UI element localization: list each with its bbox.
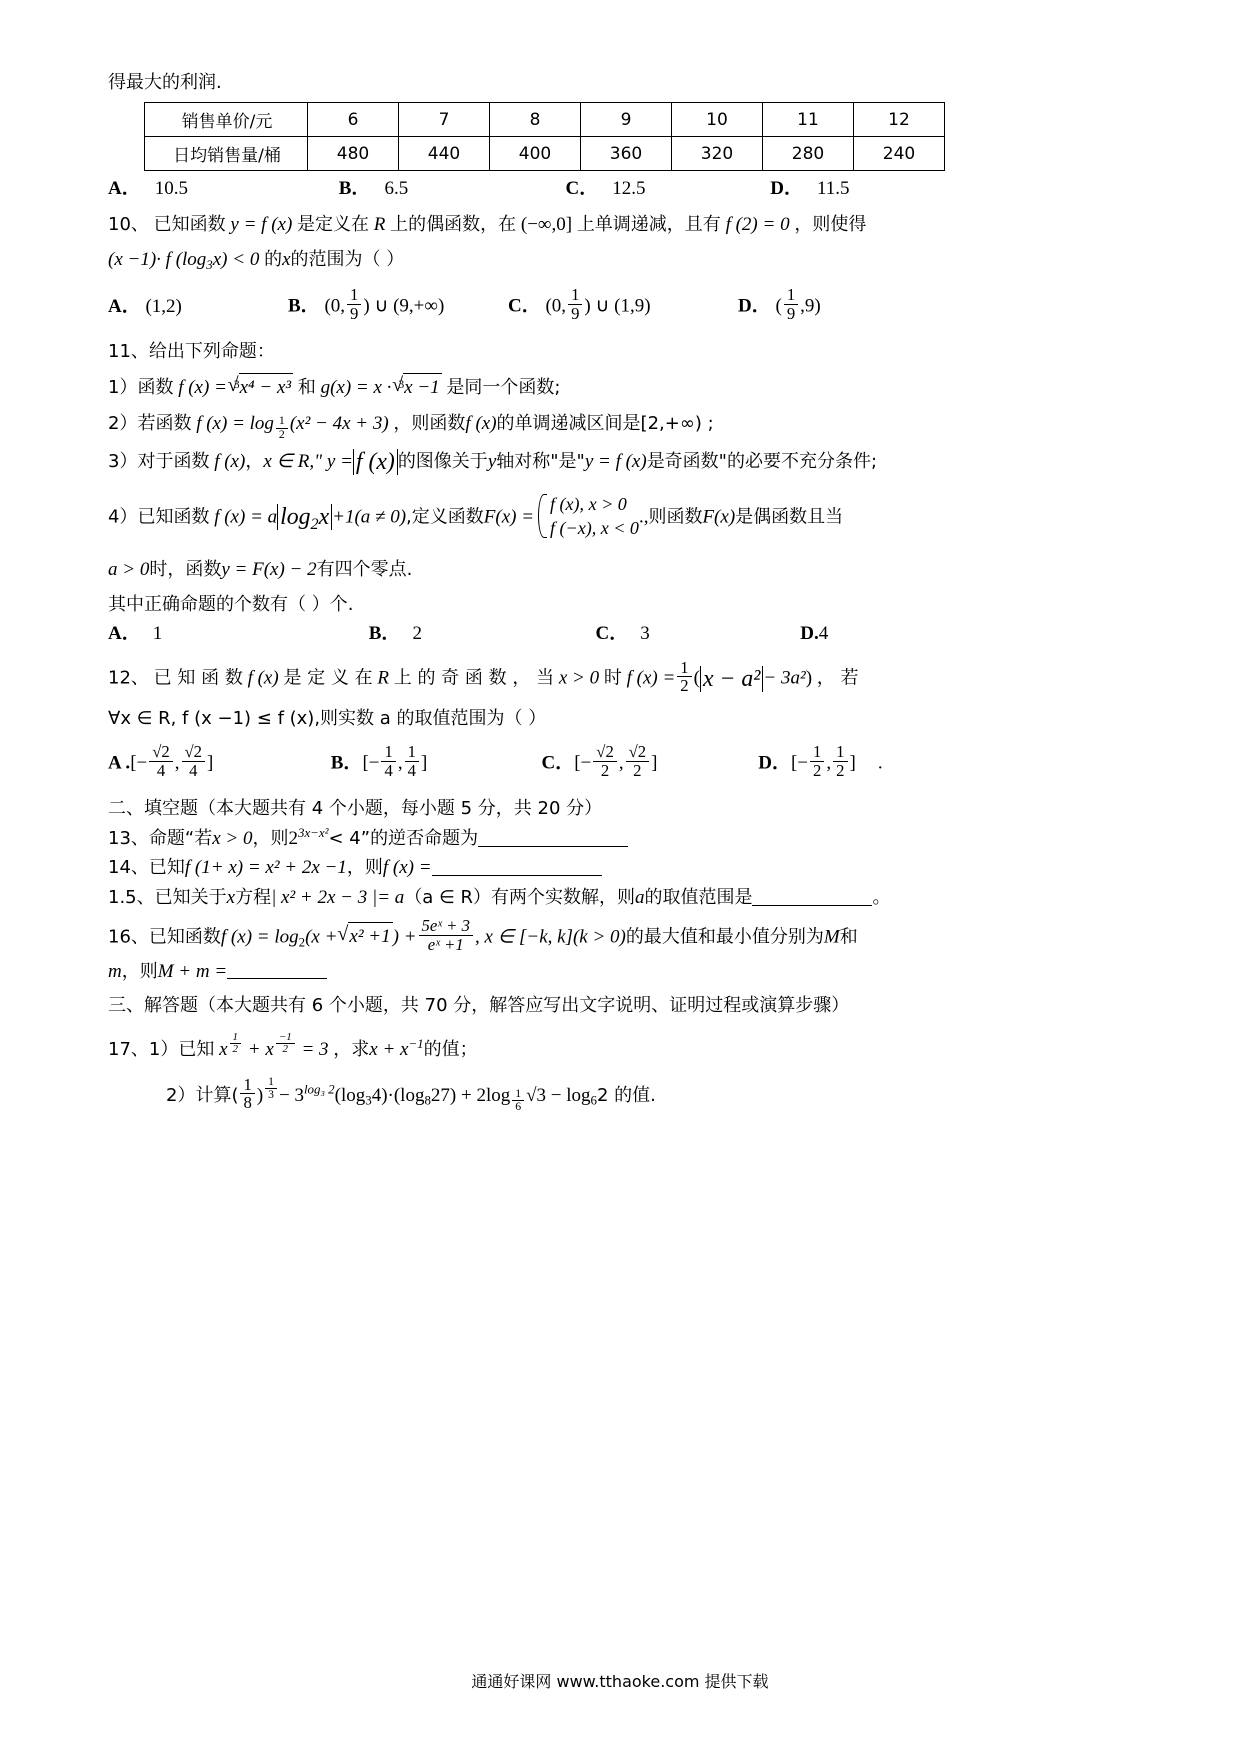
item-no: 1）	[108, 376, 138, 398]
q11-stem	[108, 339, 1133, 365]
q16-expr-body: (x +	[305, 925, 338, 947]
item-post: 是同一个函数;	[446, 376, 561, 398]
q14-pre: 已知	[148, 857, 185, 879]
q16-pre: 已知函数	[148, 925, 221, 947]
item-expr-head: f (x) = log	[196, 412, 274, 434]
q16-mid: ，则	[121, 960, 158, 982]
fraction: $\frac{1}{9}$	[568, 286, 582, 322]
q16-log-base: 2	[298, 933, 306, 949]
q15-tail: 的取值范围是	[644, 886, 753, 908]
q10-expr2: x) < 0	[212, 249, 260, 271]
q9-option-label: A．	[108, 178, 141, 200]
item-axis: y	[487, 451, 497, 473]
q9-option-label: C．	[565, 178, 599, 200]
fraction: $\frac{1}{2}$	[810, 743, 824, 779]
q12-text-b: 是 定 义 在	[283, 667, 373, 689]
q15-a: a	[634, 886, 645, 908]
q12-option-label: D．	[758, 752, 791, 774]
q11-options	[108, 620, 1133, 648]
q15-pre: 已知关于	[154, 886, 227, 908]
fraction: $\frac{√2}{2}$	[593, 743, 617, 779]
item-post: 则函数	[648, 506, 703, 528]
q17-part2-mid: )	[256, 1084, 264, 1106]
q11-item-2	[108, 410, 1133, 441]
fraction: $\frac{1}{9}$	[784, 286, 798, 322]
item-mid: ，则函数	[393, 412, 466, 434]
q10-option-pre: (	[775, 295, 782, 317]
q13-tail: < 4”的逆否命题为	[328, 827, 479, 849]
q17-part2-body2: (log	[334, 1084, 366, 1106]
q16-expr-tail: , x ∈ [−k, k](k > 0)	[475, 925, 626, 947]
q16-line1	[108, 916, 1133, 956]
q11-tail: 其中正确命题的个数有（ ）个.	[108, 593, 354, 615]
log-base-fraction: $\frac{1}{2}$	[276, 415, 288, 441]
table-row	[145, 137, 945, 171]
volume-cell: 440	[399, 137, 490, 171]
item-mid3: 轴对称"是"	[496, 451, 585, 473]
fraction: $\frac{√2}{4}$	[149, 743, 173, 779]
case-tail: .,	[638, 506, 649, 528]
q10-text-d: 上单调递减，且有	[576, 213, 721, 235]
q10-option-label: C．	[508, 295, 541, 317]
item-expr-tail: (x² − 4x + 3)	[289, 412, 389, 434]
q17-part2-sup: log₃ 2	[303, 1081, 335, 1097]
q16-expr-mid: ) +	[392, 925, 417, 947]
item-fname: f (x)	[214, 451, 246, 473]
item-expr-def: ,定义函数	[406, 506, 484, 528]
q16-post: 的最大值和最小值分别为	[625, 925, 824, 947]
q14-fname: f (x) =	[382, 857, 432, 879]
item-no: 4）	[108, 506, 138, 528]
q11-option-label: A．	[108, 622, 141, 644]
q17-part2-body5: √3 − log	[526, 1084, 591, 1106]
radical: √ x² +1	[337, 922, 392, 951]
piecewise-cases: f (x), x > 0 f (−x), x < 0	[534, 492, 639, 541]
opt-post: ]	[651, 752, 658, 774]
q11-option-text: 4	[818, 622, 829, 644]
q10-domain: R	[373, 213, 386, 235]
item-pre: 函数	[137, 376, 174, 398]
q16-expr-head: f (x) = log	[220, 925, 299, 947]
q11-option-label: C．	[595, 622, 629, 644]
item-cond: x ∈ R," y =	[263, 451, 353, 473]
item-g: g(x) = x ·	[320, 376, 392, 398]
q16-M: M	[823, 925, 840, 947]
q11-option-text: 1	[152, 622, 163, 644]
root-index: 3	[233, 378, 240, 391]
volume-cell: 240	[854, 137, 945, 171]
log-base-fraction: $\frac{1}{6}$	[512, 1088, 524, 1114]
q12-line1: 12、 已 知 函 数 f (x) 是 定 义 在 R 上 的 奇 函 数 ， 当 x > 0 时 f (x) = $\frac{1}{2}$ ( x − a² − 3a²) ， 若	[108, 657, 859, 696]
q17-part2-body6: 2 的值.	[597, 1084, 656, 1106]
q12-text-a: 已 知 函 数	[153, 667, 243, 689]
q14-no: 14、	[108, 857, 149, 879]
fraction: $\frac{√2}{4}$	[182, 743, 206, 779]
opt-pre: [−	[362, 752, 380, 774]
volume-cell: 320	[672, 137, 763, 171]
q14	[108, 854, 1133, 882]
top-text: 得最大的利润.	[108, 72, 222, 93]
q13-v: x > 0	[212, 827, 253, 849]
fraction: $\frac{√2}{2}$	[626, 743, 650, 779]
q13-blank[interactable]	[478, 827, 628, 847]
q15-expr: | x² + 2x − 3 |= a	[271, 886, 405, 908]
item-mid2: 的图像关于	[397, 451, 488, 473]
q12-text-e: ， 若	[816, 667, 859, 689]
q12-text-d: 时	[603, 667, 622, 689]
document-content	[108, 70, 1133, 1116]
q15-mid2: 有两个实数解，则	[490, 886, 635, 908]
price-cell: 11	[763, 103, 854, 137]
q10-option-label: A．	[108, 296, 141, 318]
root-index: 3	[398, 378, 405, 391]
q13-mid: ，则	[252, 827, 289, 849]
q10-text-g: 的范围为（ ）	[290, 249, 405, 271]
opt-tail: .	[877, 752, 883, 774]
q11-item-4	[108, 494, 1133, 543]
q10-text-f: 的	[264, 249, 283, 271]
opt-pre: [−	[574, 752, 592, 774]
price-cell: 6	[308, 103, 399, 137]
q13-expr: 2	[288, 827, 298, 849]
radical: √ x −1	[392, 373, 442, 402]
row-header-price: 销售单价/元	[145, 103, 308, 137]
opt-post: ]	[207, 752, 214, 774]
row-header-volume: 日均销售量/桶	[145, 137, 308, 171]
q10-expr-sub: 3	[206, 257, 213, 273]
item-pre: 对于函数	[137, 451, 210, 473]
fraction: $\frac{1}{4}$	[405, 743, 419, 779]
price-cell: 9	[581, 103, 672, 137]
q16-expr2: M + m =	[157, 960, 228, 982]
q12-line2: ∀x ∈ R, f (x −1) ≤ f (x),则实数 a 的取值范围为（ ）	[108, 707, 547, 729]
q11-option-text: 2	[412, 622, 422, 644]
q15-period: 。	[872, 886, 891, 908]
q10-options	[108, 285, 1133, 325]
q10-interval: (−∞,0]	[520, 213, 573, 235]
q12-expr-tail: − 3a²	[763, 667, 806, 689]
item-f: f (x) =	[178, 376, 227, 398]
q16-line2	[108, 958, 1133, 986]
q10-text-e: ，则使得	[794, 213, 867, 235]
volume-cell: 400	[490, 137, 581, 171]
q12-options	[108, 742, 1133, 782]
q9-option-text: 12.5	[612, 178, 646, 200]
q16-m: m	[108, 960, 122, 982]
q17-part1-mid: ，求	[333, 1039, 370, 1061]
q17-sub4: 6	[590, 1092, 597, 1108]
item-post: 的单调递减区间是[2,+∞) ;	[496, 412, 714, 434]
q12-domain: R	[377, 667, 389, 689]
q13	[108, 824, 1133, 853]
item-mid1: ，	[245, 451, 264, 473]
q10-option-text: (1,2)	[145, 296, 182, 318]
item-fname: f (x)	[465, 412, 497, 434]
section3-title: 三、解答题（本大题共有 6 个小题，共 70 分，解答应写出文字说明、证明过程或演算步骤）	[108, 995, 850, 1017]
section2-title: 二、填空题（本大题共有 4 个小题，每小题 5 分，共 20 分）	[108, 797, 603, 819]
q11-stem-text: 给出下列命题：	[148, 340, 275, 362]
q10-option-pre: (0,	[324, 295, 346, 317]
q17-part2-body3: 4)·(log	[371, 1084, 425, 1106]
q10-option-label: B．	[288, 295, 320, 317]
footer-text: 通通好课网 www.tthaoke.com 提供下载	[471, 1672, 769, 1691]
q10-line1	[108, 211, 1133, 239]
q9-option-label: D．	[770, 178, 803, 200]
fraction: $\frac{1}{2}$	[833, 743, 847, 779]
q10-text-a: 已知函数	[153, 213, 226, 235]
fraction: $\frac{1}{8}$	[240, 1076, 254, 1112]
q10-number: 10、	[108, 213, 149, 235]
item-Fname2: F(x)	[702, 506, 736, 528]
q10-fx: y = f (x)	[230, 213, 293, 235]
q10-text-b: 是定义在	[297, 213, 370, 235]
q11-option-label: D.	[800, 622, 819, 644]
q10-option-label: D．	[738, 295, 771, 317]
q11-option-label: B．	[368, 622, 401, 644]
q10-line2	[108, 246, 1133, 275]
q16-and: 和	[839, 925, 858, 947]
q15-blank[interactable]	[752, 886, 872, 906]
volume-cell: 360	[581, 137, 672, 171]
q17-no: 17、	[108, 1039, 149, 1061]
q10-option-pre: (0,	[545, 295, 567, 317]
volume-cell: 480	[308, 137, 399, 171]
volume-cell: 280	[763, 137, 854, 171]
item-text: 时，函数	[149, 559, 222, 581]
q11-item-4-line2	[108, 556, 1133, 584]
q17-part2-body: − 3	[278, 1084, 304, 1106]
q17-part1	[108, 1030, 1133, 1064]
q11-option-text: 3	[640, 622, 650, 644]
q9-option-label: B．	[338, 178, 371, 200]
opt-post: ]	[420, 752, 428, 774]
q12-option-label: C．	[541, 752, 575, 774]
q10-option-post: ,9)	[800, 295, 821, 317]
item-expr2: y = f (x)	[584, 451, 647, 473]
item-text2: 有四个零点.	[316, 559, 413, 581]
exponent-fraction: 1 3	[265, 1076, 277, 1101]
q12-expr-head: f (x) =	[626, 667, 676, 689]
sales-table	[144, 102, 945, 171]
q17-part2-body4: 27) + 2log	[430, 1084, 511, 1106]
item-expr3: y = F(x) − 2	[221, 559, 317, 581]
q17-part1-tail: 的值；	[423, 1039, 478, 1061]
price-cell: 12	[854, 103, 945, 137]
q12-option-label: B．	[330, 752, 363, 774]
q13-pre: 命题“若	[148, 827, 213, 849]
fraction: $\frac{1}{9}$	[347, 286, 361, 322]
item-no: 2）	[108, 412, 138, 434]
q17-sub2: 8	[424, 1092, 431, 1108]
q16-blank[interactable]	[227, 959, 327, 979]
q14-mid: ，则	[346, 857, 383, 879]
opt-mid: ,	[174, 752, 180, 774]
q9-options	[108, 175, 1133, 203]
item-no: 3）	[108, 451, 138, 473]
q9-option-text: 10.5	[154, 178, 188, 200]
opt-pre: [−	[130, 752, 148, 774]
item-post2: 是偶函数且当	[735, 506, 844, 528]
item-cond2: a > 0	[108, 559, 150, 581]
q17-part1-no: 1）	[148, 1039, 179, 1061]
item-expr-head: f (x) = a	[214, 506, 278, 528]
opt-post: ]	[849, 752, 856, 774]
q15-v: x	[226, 886, 236, 908]
item-post: 是奇函数"的必要不充分条件;	[646, 451, 878, 473]
q12-cond: x > 0	[558, 667, 600, 689]
item-pre: 已知函数	[137, 506, 210, 528]
q14-expr: f (1+ x) = x² + 2x −1	[184, 857, 347, 879]
q12-number: 12、	[108, 667, 149, 689]
table-row	[145, 103, 945, 137]
price-cell: 7	[399, 103, 490, 137]
q9-option-text: 11.5	[816, 178, 850, 200]
q17-sub1: 3	[365, 1092, 372, 1108]
opt-pre: [−	[790, 752, 809, 774]
q17-part1-pre: 已知	[178, 1039, 215, 1061]
q17-expr1: x $^{\frac{1}{2}}$ + x $^{\frac{-1}{2}}$ = 3	[219, 1030, 329, 1061]
q15-no: 1.5、	[108, 886, 155, 908]
q15-mid: 方程	[235, 886, 272, 908]
opt-mid: ,	[826, 752, 832, 774]
absolute-value: f (x)	[353, 449, 398, 475]
q11-item-3	[108, 445, 1133, 479]
fraction: $\frac{1}{2}$	[677, 659, 691, 695]
q10-expr: (x −1)· f (log	[108, 249, 207, 271]
price-cell: 10	[672, 103, 763, 137]
q12-fname: f (x)	[247, 667, 279, 689]
q10-option-post: ) ∪ (1,9)	[584, 295, 651, 317]
q13-no: 13、	[108, 827, 149, 849]
q10-cond: f (2) = 0	[725, 213, 790, 235]
q15	[108, 884, 1133, 912]
q11-item-1	[108, 373, 1133, 402]
q17-part2-no: 2）	[166, 1084, 196, 1106]
q14-blank[interactable]	[432, 856, 602, 876]
q12-option-label: A .	[108, 752, 131, 774]
q12-text-c: 上 的 奇 函 数 ， 当	[393, 667, 555, 689]
q10-option-post: ) ∪ (9,+∞)	[363, 295, 445, 317]
absolute-value: $\log_2x$	[277, 504, 332, 530]
item-expr-mid: +1(a ≠ 0)	[332, 506, 407, 528]
q17-part2-pre: 计算(	[195, 1084, 239, 1106]
q13-expo: 3x−x²	[298, 824, 329, 840]
q10-text-c: 上的偶函数，在	[390, 213, 517, 235]
opt-mid: ,	[618, 752, 624, 774]
item-mid: 和	[297, 376, 316, 398]
radical: √ x⁴ − x³	[228, 373, 294, 402]
fraction: $\frac{\text{5eˣ + 3}}{\text{eˣ +1}}$	[419, 917, 473, 953]
q17-part2	[108, 1074, 1133, 1114]
fraction: $\frac{1}{4}$	[381, 743, 395, 779]
q10-var: x	[282, 249, 291, 271]
q9-option-text: 6.5	[384, 178, 409, 200]
q16-no: 16、	[108, 925, 149, 947]
item-Fname: F(x) =	[483, 506, 535, 528]
q11-number: 11、	[108, 340, 149, 362]
absolute-value: x − a²	[700, 666, 763, 692]
opt-mid: ,	[397, 752, 403, 774]
item-pre: 若函数	[137, 412, 192, 434]
q15-paren: （a ∈ R）	[404, 886, 491, 908]
q17-expr2: $x + x^{-1}$	[369, 1036, 424, 1061]
price-cell: 8	[490, 103, 581, 137]
